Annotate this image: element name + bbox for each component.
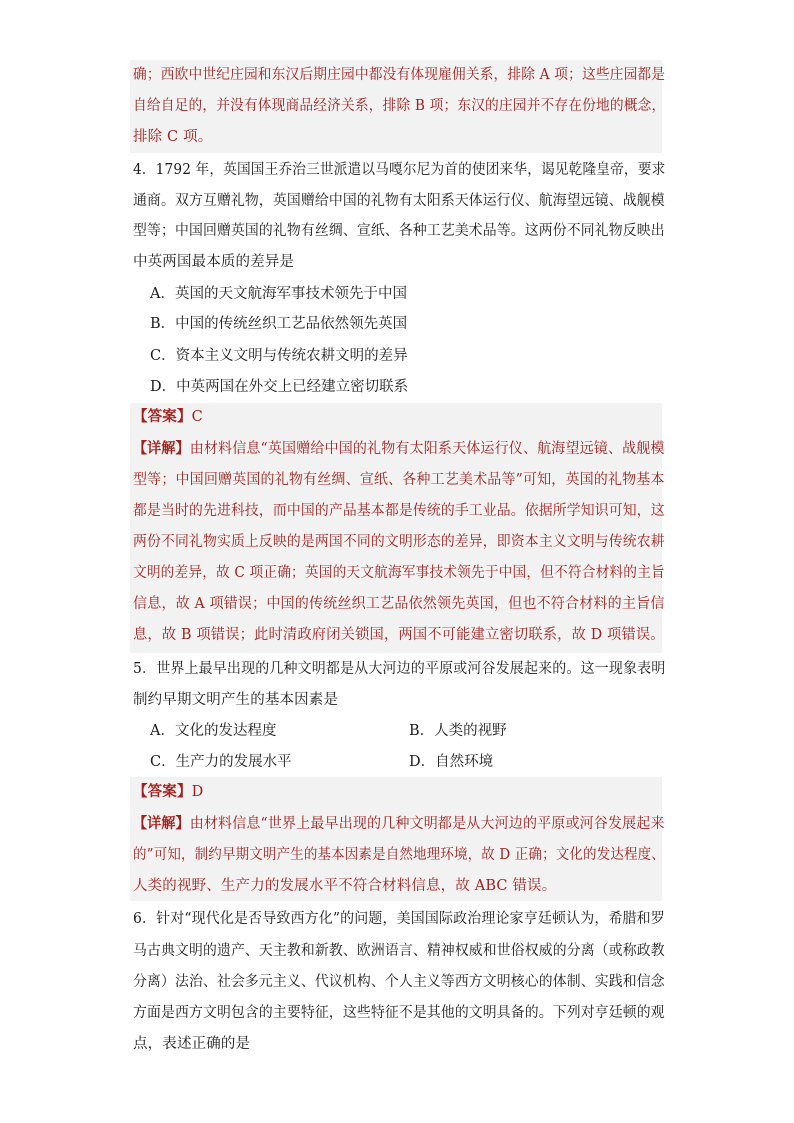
q5-option-a: A．文化的发达程度 [150, 723, 277, 739]
prev-explanation-line: 确；西欧中世纪庄园和东汉后期庄园中都没有体现雇佣关系，排除 A 项；这些庄园都是 [133, 67, 666, 83]
q6-stem-line: 6．针对“现代化是否导致西方化”的问题，美国国际政治理论家亨廷顿认为，希腊和罗 [133, 911, 665, 927]
q4-detail-line: 型等；中国回赠英国的礼物有丝绸、宣纸、各种工艺美术品等”可知，英国的礼物基本 [133, 472, 665, 488]
q5-detail-line [133, 813, 665, 835]
q4-detail-line: 两份不同礼物实质上反映的是两国不同的文明形态的差异，即资本主义文明与传统农耕 [133, 534, 665, 550]
q4-option-b: B．中国的传统丝织工艺品依然领先英国 [150, 316, 408, 332]
q6-stem-line: 分离）法治、社会多元主义、代议机构、个人主义等西方文明核心的体制、实践和信念 [133, 974, 665, 990]
detail-text: 由材料信息“英国赠给中国的礼物有太阳系天体运行仪、航海望远镜、战舰模 [189, 441, 665, 457]
q5-option-c: C．生产力的发展水平 [150, 754, 292, 770]
q5-option-d: D．自然环境 [409, 754, 494, 770]
detail-tag: 【详解】 [133, 440, 190, 457]
q4-stem-line: 型等；中国回赠英国的礼物有丝绸、宣纸、各种工艺美术品等。这两份不同礼物反映出 [133, 223, 665, 239]
q4-stem-line: 中英两国最本质的差异是 [133, 254, 295, 270]
prev-explanation-line: 排除 C 项。 [133, 129, 213, 145]
q4-detail-line: 息，故 B 项错误；此时清政府闭关锁国，两国不可能建立密切联系，故 D 项错误。 [133, 627, 665, 643]
q4-option-a: A．英国的天文航海军事技术领先于中国 [150, 286, 407, 302]
answer-value: D [191, 784, 204, 800]
q4-stem-line: 通商。双方互赠礼物，英国赠给中国的礼物有太阳系天体运行仪、航海望远镜、战舰模 [133, 193, 665, 209]
q5-answer [133, 781, 663, 803]
q4-stem-line: 4．1792 年，英国国王乔治三世派遣以马嘎尔尼为首的使团来华，谒见乾隆皇帝，要求 [133, 162, 666, 178]
answer-tag: 【答案】 [133, 408, 192, 425]
q5-option-b: B．人类的视野 [409, 723, 507, 739]
q4-detail-line: 文明的差异，故 C 项正确；英国的天文航海军事技术领先于中国，但不符合材料的主旨 [133, 565, 665, 581]
q4-answer [133, 406, 663, 428]
q4-detail-line: 都是当时的先进科技，而中国的产品基本都是传统的手工业品。依据所学知识可知，这 [133, 503, 665, 519]
q4-option-d: D．中英两国在外交上已经建立密切联系 [150, 379, 409, 395]
q5-stem-line: 制约早期文明产生的基本因素是 [133, 692, 339, 708]
answer-tag: 【答案】 [133, 783, 192, 800]
q4-option-c: C．资本主义文明与传统农耕文明的差异 [150, 348, 408, 364]
detail-text: 由材料信息“世界上最早出现的几种文明都是从大河边的平原或河谷发展起来 [189, 816, 665, 832]
detail-tag: 【详解】 [133, 815, 190, 832]
answer-value: C [191, 409, 203, 425]
q6-stem-line: 点，表述正确的是 [133, 1036, 251, 1052]
q5-detail-line: 人类的视野、生产力的发展水平不符合材料信息，故 ABC 错误。 [133, 878, 557, 894]
q6-stem-line: 马古典文明的遗产、天主教和新教、欧洲语言、精神权威和世俗权威的分离（或称政教 [133, 943, 665, 959]
q5-stem-line: 5．世界上最早出现的几种文明都是从大河边的平原或河谷发展起来的。这一现象表明 [133, 661, 666, 677]
q6-stem-line: 方面是西方文明包含的主要特征，这些特征不是其他的文明具备的。下列对亨廷顿的观 [133, 1005, 665, 1021]
q4-detail-line: 信息，故 A 项错误；中国的传统丝织工艺品依然领先英国，但也不符合材料的主旨信 [133, 596, 665, 612]
prev-explanation-line: 自给自足的，并没有体现商品经济关系，排除 B 项；东汉的庄园并不存在份地的概念， [133, 98, 666, 114]
q4-detail-line [133, 438, 665, 460]
q5-detail-line: 的”可知，制约早期文明产生的基本因素是自然地理环境，故 D 正确；文化的发达程度、 [133, 847, 665, 863]
